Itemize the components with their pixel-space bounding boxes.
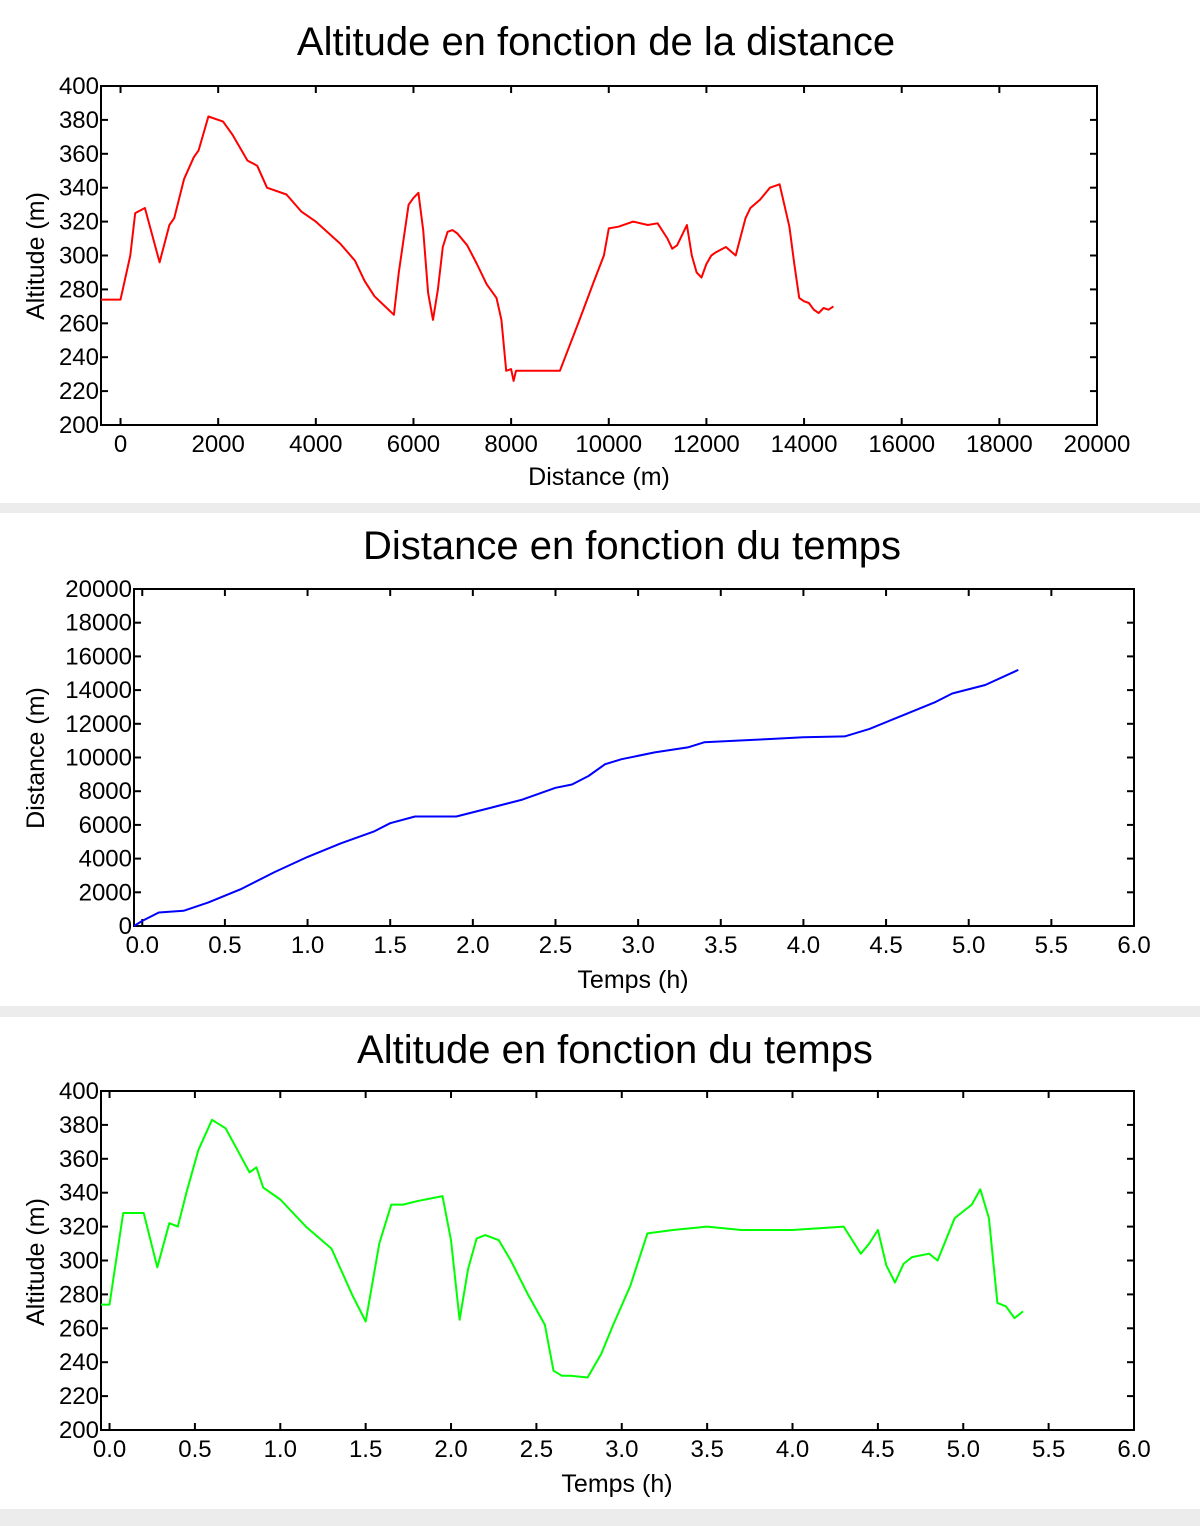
x-tick-label: 2.0 bbox=[456, 932, 490, 959]
y-tick-label: 200 bbox=[58, 1417, 99, 1444]
x-tick-label: 0 bbox=[113, 431, 128, 458]
y-tick-label: 380 bbox=[58, 1111, 99, 1139]
y-tick-label: 2000 bbox=[78, 879, 132, 907]
y-tick-label: 0 bbox=[118, 913, 132, 940]
y-tick-label: 10000 bbox=[65, 744, 132, 772]
y-tick-label: 300 bbox=[58, 242, 99, 270]
x-tick-label: 0.0 bbox=[92, 1436, 127, 1463]
x-tick-label: 5.0 bbox=[952, 932, 986, 959]
y-tick-label: 320 bbox=[58, 208, 99, 236]
x-tick-label: 6.0 bbox=[1117, 1436, 1151, 1463]
chart-altitude-distance bbox=[0, 0, 1200, 503]
y-tick-label: 400 bbox=[58, 73, 99, 100]
x-tick-label: 1.5 bbox=[348, 1436, 383, 1463]
x-tick-label: 4.5 bbox=[861, 1436, 895, 1463]
y-tick-label: 16000 bbox=[65, 643, 132, 671]
x-tick-label: 3.5 bbox=[690, 1436, 724, 1463]
x-tick-label: 6.0 bbox=[1117, 932, 1151, 959]
y-tick-label: 260 bbox=[58, 1315, 99, 1343]
y-tick-label: 6000 bbox=[78, 811, 132, 839]
plot-frame bbox=[101, 86, 1097, 425]
x-tick-label: 1.5 bbox=[373, 932, 407, 959]
x-tick-label: 4000 bbox=[289, 431, 343, 458]
y-tick-label: 20000 bbox=[65, 576, 132, 603]
y-tick-label: 340 bbox=[58, 174, 99, 202]
chart-panel-altitude-distance bbox=[0, 0, 1200, 503]
x-tick-label: 2.5 bbox=[538, 932, 573, 959]
y-axis-label: Distance (m) bbox=[22, 687, 50, 829]
x-tick-label: 10000 bbox=[575, 431, 643, 458]
chart-distance-time bbox=[0, 513, 1200, 1006]
chart-altitude-time bbox=[0, 1017, 1200, 1509]
x-tick-label: 2.5 bbox=[519, 1436, 554, 1463]
x-tick-label: 4.5 bbox=[869, 932, 903, 959]
y-tick-label: 4000 bbox=[78, 845, 132, 873]
x-tick-label: 8000 bbox=[484, 431, 538, 458]
x-tick-label: 5.0 bbox=[946, 1436, 980, 1463]
x-tick-label: 0.5 bbox=[208, 932, 242, 959]
y-tick-label: 340 bbox=[58, 1179, 99, 1207]
y-tick-label: 8000 bbox=[78, 778, 132, 806]
chart-title: Altitude en fonction de la distance bbox=[296, 20, 896, 64]
y-tick-label: 360 bbox=[58, 1145, 99, 1173]
x-tick-label: 4.0 bbox=[786, 932, 821, 959]
x-tick-label: 3.0 bbox=[621, 932, 655, 959]
x-tick-label: 2.0 bbox=[434, 1436, 468, 1463]
y-tick-label: 220 bbox=[58, 1383, 99, 1411]
x-tick-label: 12000 bbox=[673, 431, 740, 458]
y-tick-label: 240 bbox=[58, 344, 99, 372]
x-tick-label: 5.5 bbox=[1034, 932, 1069, 959]
x-tick-label: 3.0 bbox=[605, 1436, 639, 1463]
plot-frame bbox=[101, 1091, 1134, 1430]
y-tick-label: 380 bbox=[58, 106, 99, 134]
y-tick-label: 300 bbox=[58, 1247, 99, 1275]
x-tick-label: 20000 bbox=[1063, 431, 1131, 458]
x-tick-label: 5.5 bbox=[1031, 1436, 1066, 1463]
y-axis-label: Altitude (m) bbox=[22, 1198, 50, 1326]
chart-panel-altitude-time bbox=[0, 1017, 1200, 1509]
x-axis-label: Temps (h) bbox=[577, 966, 689, 994]
y-tick-label: 280 bbox=[58, 1281, 99, 1309]
x-axis-label: Distance (m) bbox=[528, 463, 670, 491]
y-tick-label: 12000 bbox=[65, 710, 132, 738]
x-tick-label: 6000 bbox=[386, 431, 441, 458]
x-tick-label: 18000 bbox=[965, 431, 1033, 458]
x-tick-label: 16000 bbox=[868, 431, 936, 458]
x-tick-label: 3.5 bbox=[704, 932, 738, 959]
x-tick-label: 0.0 bbox=[125, 932, 159, 959]
y-tick-label: 360 bbox=[58, 140, 99, 168]
x-axis-label: Temps (h) bbox=[561, 1470, 673, 1498]
x-tick-label: 1.0 bbox=[290, 932, 325, 959]
x-tick-label: 4.0 bbox=[775, 1436, 810, 1463]
x-tick-label: 14000 bbox=[770, 431, 838, 458]
y-tick-label: 280 bbox=[58, 276, 99, 304]
chart-panel-distance-time bbox=[0, 513, 1200, 1006]
chart-title: Altitude en fonction du temps bbox=[357, 1028, 873, 1072]
x-tick-label: 2000 bbox=[191, 431, 245, 458]
y-tick-label: 220 bbox=[58, 378, 99, 406]
y-tick-label: 14000 bbox=[65, 677, 132, 705]
y-tick-label: 400 bbox=[58, 1078, 99, 1105]
y-tick-label: 320 bbox=[58, 1213, 99, 1241]
y-tick-label: 18000 bbox=[65, 609, 132, 637]
chart-title: Distance en fonction du temps bbox=[362, 524, 902, 568]
y-tick-label: 200 bbox=[58, 412, 99, 439]
x-tick-label: 1.0 bbox=[263, 1436, 297, 1463]
y-axis-label: Altitude (m) bbox=[22, 192, 50, 320]
x-tick-label: 0.5 bbox=[178, 1436, 212, 1463]
y-tick-label: 240 bbox=[58, 1349, 99, 1377]
y-tick-label: 260 bbox=[58, 310, 99, 338]
